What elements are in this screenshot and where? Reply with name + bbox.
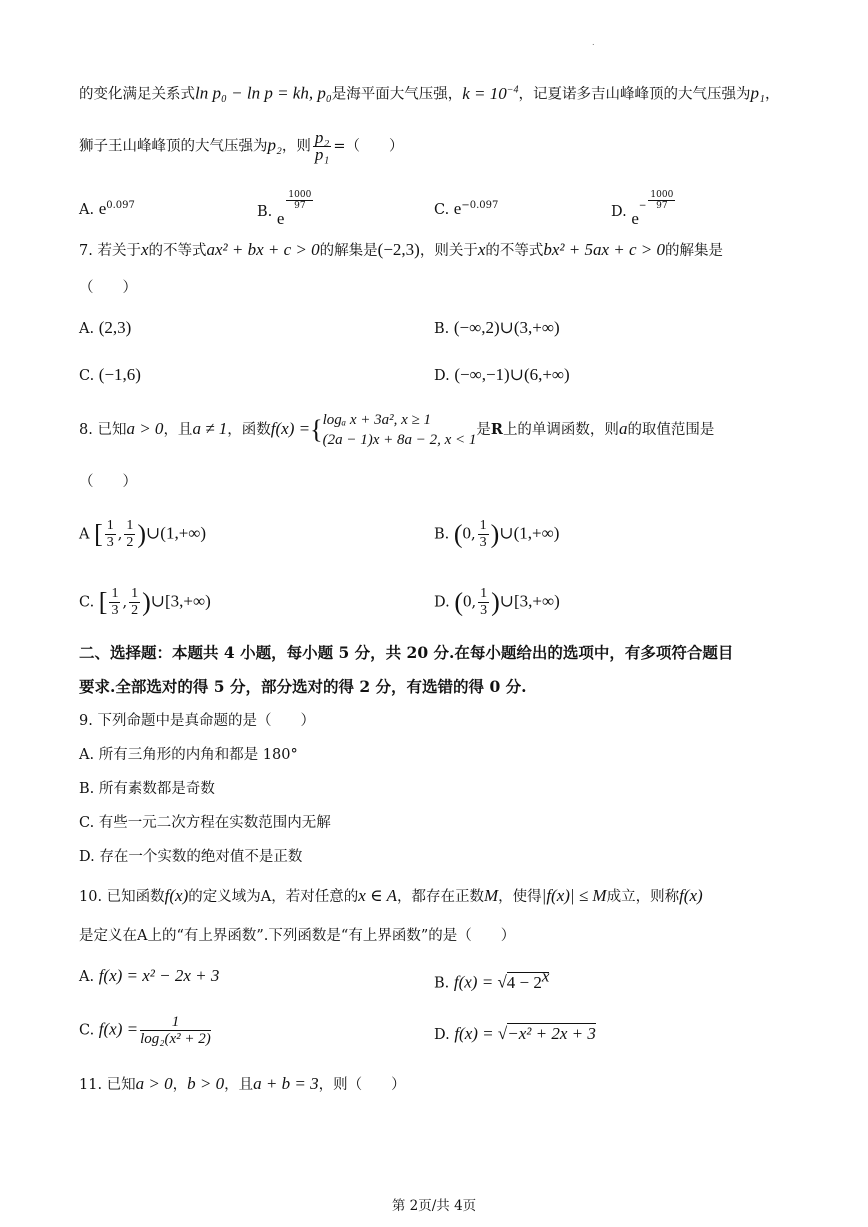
section2-heading-line1: 二、选择题：本题共 4 小题，每小题 5 分，共 20 分.在每小题给出的选项中，有多项符合题目 — [79, 643, 734, 662]
q7-option-d: D. (−∞,−1)∪(6,+∞) — [434, 365, 570, 384]
q11-stem: 11. 已知a > 0，b > 0，且a + b = 3，则（ ） — [79, 1074, 406, 1093]
q7-option-a: A. (2,3) — [79, 318, 132, 337]
q9-stem: 9. 下列命题中是真命题的是（ ） — [79, 713, 315, 729]
q6-option-a: A. $e^{0.097}$ — [79, 198, 135, 218]
q10-option-c: C. f(x) = $\frac{1}{\text{log₂(x² + 2)}}$ — [79, 1014, 211, 1047]
q10-option-d: D. f(x) = √−x² + 2x + 3 — [434, 1024, 596, 1043]
p2-over-p1: $\frac{\text{p₂}}{\text{p₁}}$ — [314, 128, 330, 164]
piecewise: logₐ x + 3a², x ≥ 1 (2a − 1)x + 8a − 2, x < 1 — [322, 412, 477, 448]
q8-option-d: D. (0, $\frac{1}{3}$ )∪[3,+∞) — [434, 586, 560, 618]
section2-heading-line2: 要求.全部选对的得 5 分，部分选对的得 2 分，有选错的得 0 分. — [79, 677, 527, 696]
q10-option-b: B. $f(x) = √4 - 2^x$ — [434, 966, 550, 992]
q6-option-c: C. $e^{-0.097}$ — [434, 198, 499, 218]
q6-option-d: D. e− $\frac{1000}{97}$ — [611, 190, 674, 228]
q6-stem-line1: 的变化满足关系式ln p₀ − ln p = kh, p₀是海平面大气压强，$k = 10^{-4}$，记夏诺多吉山峰峰顶的大气压强为p₁， — [79, 83, 780, 103]
q8-stem: 8. 已知a > 0，且a ≠ 1，函数f(x) ={ logₐ x + 3a², x ≥ 1 (2a − 1)x + 8a − 2, x < 1 是R上的单调函数，则a的取值范围是 — [79, 412, 715, 448]
q8-option-c: C. [ $\frac{1}{3}$ , $\frac{1}{2}$ )∪[3,+∞) — [79, 586, 211, 618]
q10-stem-line1: 10. 已知函数f(x)的定义域为A，若对任意的x ∈ A，都存在正数M，使得|f(x)| ≤ M成立，则称f(x) — [79, 886, 703, 905]
page-footer: 第 2页/共 4页 — [391, 1198, 477, 1214]
q8-paren: （ ） — [79, 474, 137, 490]
q8-option-b: B. (0, $\frac{1}{3}$ )∪(1,+∞) — [434, 518, 560, 550]
scan-dot: . — [592, 38, 595, 47]
q7-option-c: C. (−1,6) — [79, 365, 141, 384]
q6-option-b: B. e $\frac{1000}{97}$ — [257, 190, 312, 228]
q9-option-c: C. 有些一元二次方程在实数范围内无解 — [79, 815, 331, 831]
q10-stem-line2: 是定义在A上的“有上界函数”.下列函数是“有上界函数”的是（ ） — [79, 928, 516, 944]
q7-option-b: B. (−∞,2)∪(3,+∞) — [434, 318, 560, 337]
q9-option-a: A. 所有三角形的内角和都是 180° — [79, 747, 298, 763]
q6-stem-line2: 狮子王山峰峰顶的大气压强为p₂，则 $\frac{\text{p₂}}{\text{p₁}}$ =（ ） — [79, 128, 404, 164]
q7-paren: （ ） — [79, 280, 137, 296]
q9-option-b: B. 所有素数都是奇数 — [79, 781, 215, 797]
q9-option-d: D. 存在一个实数的绝对值不是正数 — [79, 849, 303, 865]
q8-option-a: A [ $\frac{1}{3}$ , $\frac{1}{2}$ )∪(1,+∞) — [79, 518, 207, 550]
q7-stem: 7. 若关于x的不等式ax² + bx + c > 0的解集是(−2,3)，则关于x的不等式bx² + 5ax + c > 0的解集是 — [79, 240, 724, 259]
q10-option-a: A. f(x) = x² − 2x + 3 — [79, 966, 220, 985]
